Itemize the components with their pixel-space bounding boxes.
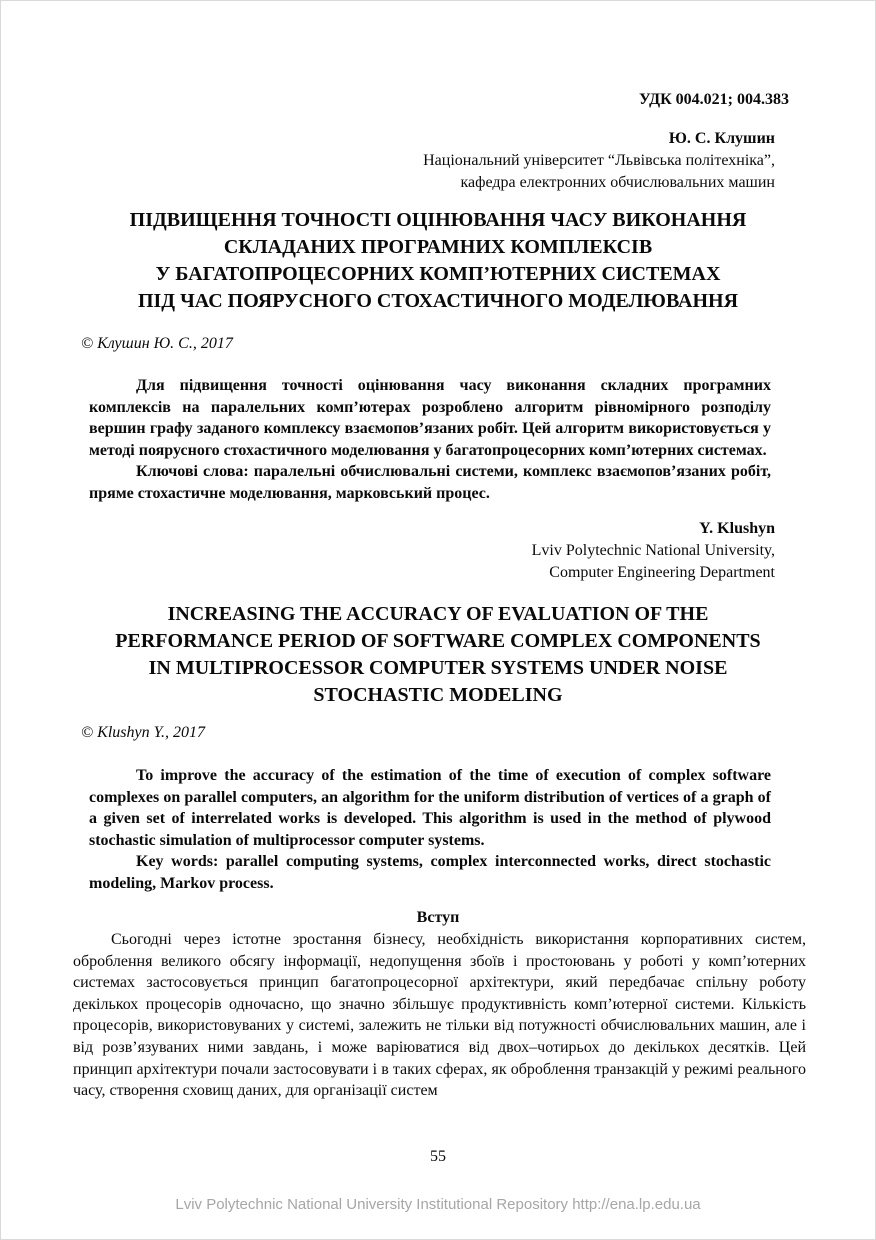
title-line-uk-1: ПІДВИЩЕННЯ ТОЧНОСТІ ОЦІНЮВАННЯ ЧАСУ ВИКОНАННЯ <box>129 209 747 231</box>
title-line-uk-3: У БАГАТОПРОЦЕСОРНИХ КОМП’ЮТЕРНИХ СИСТЕМАХ <box>155 263 721 285</box>
intro-paragraph: Сьогодні через істотне зростання бізнесу, необхідність використання корпоративних систем, оброблення великого обсягу інформації, недопущення збоїв і простоювань у роботі у комп’ютерних системах застосовується принцип багатопроцесорної архітектури, який передбачає спільну роботу декількох процесорів одночасно, що значно збільшує продуктивність комп’ютерної системи. Кількість процесорів, використовуваних у системі, залежить не тільки від потужності обчислювальних машин, але і від розв’язуваних ними завдань, і може варіюватися від двох–чотирьох до декількох десятків. Цей принцип архітектури почали застосовувати і в таких сферах, як оброблення транзакцій у режимі реального часу, створення сховищ даних, для організації систем <box>73 931 806 1100</box>
keywords-en: Key words: parallel computing systems, complex interconnected works, direct stochastic modeling, Markov process. <box>89 853 771 892</box>
abstract-uk-text: Для підвищення точності оцінювання часу виконання складних програмних комплексів на паралельних комп’ютерах розроблено алгоритм рівномірного розподілу вершин графу заданого комплексу взаємопов’язаних робіт. Цей алгоритм використовується у методі поярусного стохастичного моделювання у багатопроцесорних комп’ютерних системах. <box>89 377 771 459</box>
affiliation-department-uk: кафедра електронних обчислювальних машин <box>460 174 775 191</box>
copyright-en: © Klushyn Y., 2017 <box>81 724 206 741</box>
title-line-en-3: IN MULTIPROCESSOR COMPUTER SYSTEMS UNDER NOISE <box>148 657 728 679</box>
article-title-en <box>41 601 835 709</box>
title-line-en-2: PERFORMANCE PERIOD OF SOFTWARE COMPLEX COMPONENTS <box>115 630 761 652</box>
copyright-uk: © Клушин Ю. С., 2017 <box>81 335 233 352</box>
abstract-en-text: To improve the accuracy of the estimation of the time of execution of complex software complexes on parallel computers, an algorithm for the uniform distribution of vertices of a graph of a given set of interrelated works is developed. This algorithm is used in the method of plywood stochastic simulation of multiprocessor computer systems. <box>89 767 771 849</box>
title-line-uk-2: СКЛАДАНИХ ПРОГРАМНИХ КОМПЛЕКСІВ <box>223 236 653 258</box>
title-line-en-4: STOCHASTIC MODELING <box>313 684 563 706</box>
author-name-uk: Ю. С. Клушин <box>668 130 775 147</box>
affiliation-university-en: Lviv Polytechnic National University, <box>531 542 775 559</box>
title-line-en-1: INCREASING THE ACCURACY OF EVALUATION OF THE <box>167 603 709 625</box>
keywords-uk: Ключові слова: паралельні обчислювальні системи, комплекс взаємопов’язаних робіт, пряме стохастичне моделювання, марковський процес. <box>89 463 771 502</box>
udc-code: УДК 004.021; 004.383 <box>638 91 789 108</box>
author-block-en <box>1 518 775 584</box>
page-number: 55 <box>430 1148 446 1165</box>
author-name-en: Y. Klushyn <box>699 520 775 537</box>
section-heading-intro: Вступ <box>416 909 460 926</box>
affiliation-university-uk: Національний університет “Львівська політехніка”, <box>423 152 775 169</box>
abstract-uk <box>89 375 771 504</box>
article-title-uk <box>41 207 835 315</box>
repository-footer: Lviv Polytechnic National University Institutional Repository http://ena.lp.edu.ua <box>175 1196 701 1213</box>
author-block-uk <box>1 128 775 194</box>
title-line-uk-4: ПІД ЧАС ПОЯРУСНОГО СТОХАСТИЧНОГО МОДЕЛЮВАННЯ <box>137 290 739 312</box>
affiliation-department-en: Computer Engineering Department <box>549 564 775 581</box>
introduction-body <box>73 929 806 1102</box>
abstract-en <box>89 765 771 894</box>
